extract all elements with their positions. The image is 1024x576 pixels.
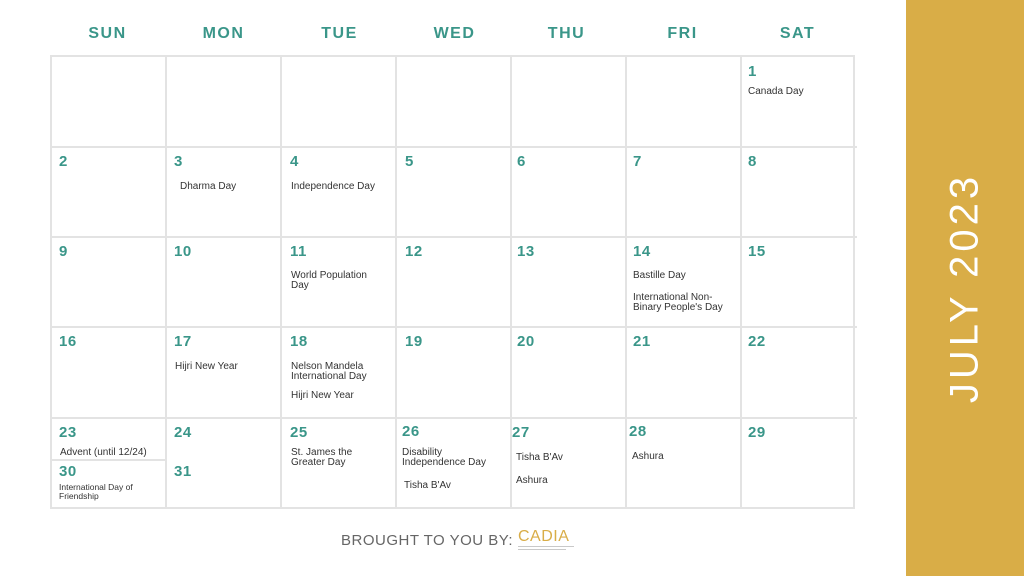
day-number: 27	[512, 424, 530, 441]
month-title: JULY 2023	[942, 172, 987, 404]
calendar-cell	[742, 147, 857, 238]
day-number: 7	[633, 153, 642, 170]
day-number: 6	[517, 153, 526, 170]
calendar-cell	[512, 147, 627, 238]
calendar-cell	[52, 237, 167, 328]
event-label: Tisha B'Av	[404, 480, 451, 491]
day-number: 28	[629, 423, 647, 440]
day-number: 19	[405, 333, 423, 350]
event-label: Hijri New Year	[175, 361, 238, 372]
calendar-cell-empty	[627, 57, 742, 148]
day-number: 24	[174, 424, 192, 441]
event-label: Ashura	[632, 451, 664, 462]
day-number: 5	[405, 153, 414, 170]
day-number: 16	[59, 333, 77, 350]
day-number: 13	[517, 243, 535, 260]
day-number: 20	[517, 333, 535, 350]
calendar-grid	[50, 55, 855, 509]
dow-fri: FRI	[667, 25, 698, 42]
event-label: Disability Independence Day	[402, 447, 486, 468]
dow-sun: SUN	[88, 25, 127, 42]
calendar-cell-empty	[282, 57, 397, 148]
footer-label: BROUGHT TO YOU BY:	[341, 532, 514, 549]
day-number: 26	[402, 423, 420, 440]
dow-thu: THU	[547, 25, 586, 42]
day-number: 8	[748, 153, 757, 170]
day-number: 3	[174, 153, 183, 170]
event-label: Advent (until 12/24)	[60, 447, 147, 458]
calendar-cell-empty	[167, 57, 282, 148]
calendar-cell-empty	[52, 57, 167, 148]
day-number: 1	[748, 63, 757, 80]
day-number: 15	[748, 243, 766, 260]
calendar-cell	[282, 147, 397, 238]
day-number: 11	[290, 243, 307, 260]
dow-sat: SAT	[779, 25, 816, 42]
event-label: World Population Day	[291, 270, 367, 291]
cell-split-divider	[52, 459, 165, 461]
event-label: Nelson Mandela International Day	[291, 361, 367, 382]
event-label: International Day of Friendship	[59, 482, 133, 501]
cadia-logo	[518, 528, 578, 552]
logo-wordmark: CADIA	[518, 528, 570, 545]
day-number: 30	[59, 463, 77, 480]
event-label: Tisha B'Av	[516, 452, 563, 463]
event-label: Bastille Day	[633, 270, 686, 281]
calendar-cell	[397, 147, 512, 238]
event-label: Dharma Day	[180, 181, 237, 192]
calendar-cell-empty	[397, 57, 512, 148]
calendar-cell	[167, 147, 282, 238]
event-label: Ashura	[516, 475, 548, 486]
dow-wed: WED	[433, 25, 476, 42]
event-label: St. James the Greater Day	[291, 447, 353, 468]
day-number: 22	[748, 333, 766, 350]
dow-mon: MON	[202, 25, 245, 42]
day-number: 21	[633, 333, 651, 350]
day-number: 2	[59, 153, 68, 170]
day-number: 10	[174, 243, 192, 260]
event-label: Canada Day	[748, 86, 804, 97]
event-label: Independence Day	[291, 181, 375, 192]
calendar-cell	[742, 57, 857, 148]
calendar-cell-empty	[512, 57, 627, 148]
event-label: Hijri New Year	[291, 390, 354, 401]
day-number: 17	[174, 333, 192, 350]
logo-tagline-line	[518, 546, 574, 547]
day-number: 14	[633, 243, 651, 260]
event-label: International Non-Binary People's Day	[633, 292, 723, 313]
day-number: 31	[174, 463, 192, 480]
day-number: 29	[748, 424, 766, 441]
day-number: 12	[405, 243, 423, 260]
day-number: 18	[290, 333, 308, 350]
calendar-cell	[627, 147, 742, 238]
day-number: 4	[290, 153, 299, 170]
day-number: 9	[59, 243, 68, 260]
dow-tue: TUE	[321, 25, 358, 42]
logo-tagline-line	[518, 549, 566, 550]
day-number: 25	[290, 424, 308, 441]
day-number: 23	[59, 424, 77, 441]
calendar-cell	[52, 147, 167, 238]
